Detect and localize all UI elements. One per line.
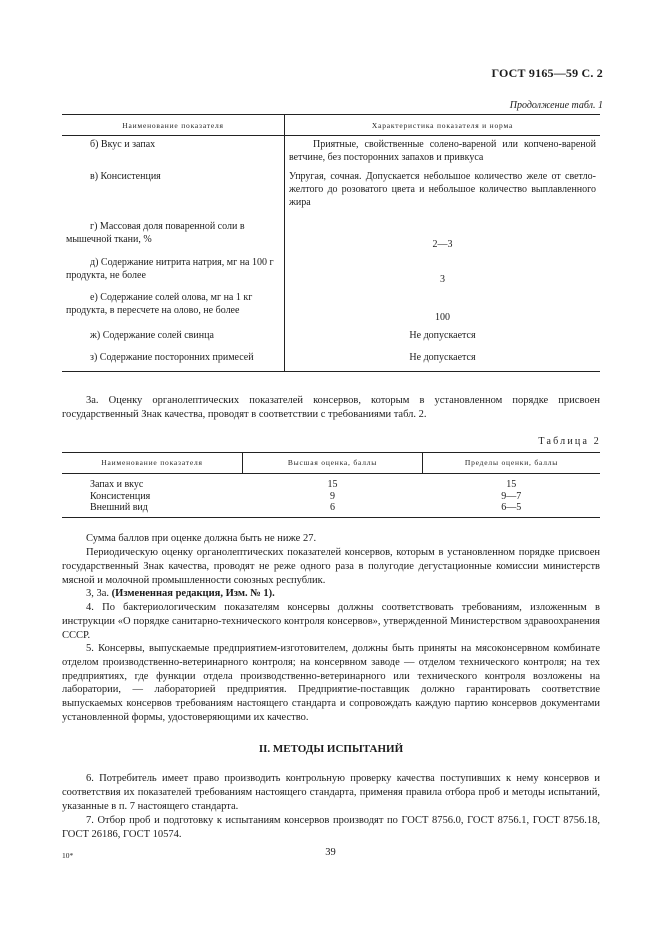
paragraph-5: 5. Консервы, выпускаемые предприятием-изготовителем, должны быть приняты на мясоконсервном комбинате отделом производственно-ветеринарного контроля; на консервном заводе — отделом технического контроля; на тех предприятиях, где функции отдела производственно-ветеринарного или технического контроля возложены на лаборатории, — лабораторией предприятия. Предприятие-поставщик должно гарантировать соответствие выпускаемых консервов требованиям настоящего стандарта и сопровождать каждую партию консервов документами установленной формы, удостоверяющими их качество. [62, 643, 600, 723]
table1-cell-value: 100 [435, 312, 450, 323]
table1-cell-name: ж) Содержание солей свинца [62, 327, 285, 349]
table2-cell-range: 6—5 [423, 502, 601, 517]
table1-cell-name: г) Массовая доля поваренной соли в мышечной ткани, % [62, 218, 285, 254]
table1-cell-name: д) Содержание нитрита натрия, мг на 100 г продукта, не более [62, 254, 285, 289]
table1-cell-name: з) Содержание посторонних примесей [62, 349, 285, 371]
table2-cell-max: 15 [327, 479, 338, 490]
table-row [62, 502, 600, 517]
paragraph-7: 7. Отбор проб и подготовку к испытаниям консервов производят по ГОСТ 8756.0, ГОСТ 8756.1, ГОСТ 8756.18, ГОСТ 26186, ГОСТ 10574. [62, 815, 600, 840]
table1-cell-name: б) Вкус и запах [62, 136, 285, 169]
table2 [62, 452, 600, 518]
table-row [62, 289, 600, 327]
table1-cell-value: Не допускается [285, 349, 601, 371]
table1-header-value: Характеристика показателя и норма [285, 115, 601, 136]
paragraph-3a: 3а. Оценку органолептических показателей консервов, которым в установленном порядке присвоен государственный Знак качества, проводят в соответствии с требованиями табл. 2. [62, 395, 600, 420]
table-row [62, 349, 600, 371]
table-row [62, 136, 600, 169]
table2-cell-name: Консистенция [90, 490, 151, 502]
table1-header-row [62, 115, 600, 136]
table2-header-row [62, 453, 600, 474]
table2-cell-name: Внешний вид [62, 502, 243, 517]
paragraph-sum: Сумма баллов при оценке должна быть не ниже 27. [86, 533, 317, 544]
page-number: 39 [325, 847, 336, 858]
table-row [62, 254, 600, 289]
table-row [62, 218, 600, 254]
table2-header-name: Наименование показателя [62, 453, 243, 474]
table2-caption: Таблица 2 [538, 436, 601, 447]
table1-cell-name: е) Содержание солей олова, мг на 1 кг продукта, в пересчете на олово, не более [62, 289, 285, 327]
table-row [62, 491, 600, 503]
table2-header-range: Пределы оценки, баллы [423, 453, 601, 474]
paragraph-edit-note [62, 587, 600, 601]
document-header: ГОСТ 9165—59 С. 2 [491, 66, 603, 80]
table1 [62, 114, 600, 372]
edit-note-bold: (Измененная редакция, Изм. № 1). [111, 588, 275, 599]
table-row [62, 327, 600, 349]
table1-cell-value: Упругая, сочная. Допускается небольшое количество желе от светло-желтого до розоватого цвета и небольшое количество выплавленного жира [289, 171, 596, 208]
section-title: II. МЕТОДЫ ИСПЫТАНИЙ [258, 743, 404, 755]
edit-note-prefix: 3, 3а. [86, 588, 110, 599]
table-row [62, 474, 600, 491]
paragraph-4: 4. По бактериологическим показателям консервы должны соответствовать требованиям, изложенным в инструкции «О порядке санитарно-технического контроля консервов», утвержденной Министерством здравоохранения СССР. [62, 602, 600, 641]
paragraph-periodic: Периодическую оценку органолептических показателей консервов, которым в установленном порядке присвоен государственный Знак качества, проводят не реже одного раза в полугодие дегустационные комиссии министерств мясной и молочной промышленности союзных республик. [62, 547, 600, 586]
table1-continuation-label: Продолжение табл. 1 [509, 100, 603, 111]
table2-cell-range: 9—7 [501, 490, 522, 502]
table2-cell-range: 15 [506, 479, 517, 490]
table1-cell-value: Не допускается [409, 330, 476, 341]
paragraph-6: 6. Потребитель имеет право производить контрольную проверку качества поступивших к нему консервов и соответствия их показателей требованиям настоящего стандарта, применяя правила отбора проб и методы испытаний, указанные в п. 7 настоящего стандарта. [62, 773, 600, 812]
table1-cell-name: в) Консистенция [62, 168, 285, 218]
table2-cell-name: Запах и вкус [90, 479, 144, 490]
footer-signature-mark: 10* [62, 851, 74, 860]
table-row [62, 168, 600, 218]
table2-cell-max: 9 [330, 490, 335, 502]
table2-header-max: Высшая оценка, баллы [243, 453, 423, 474]
table1-cell-value: Приятные, свойственные солено-вареной или копчено-вареной ветчине, без посторонних запахов и привкуса [289, 139, 596, 163]
table2-cell-max: 6 [243, 502, 423, 517]
table1-header-name: Наименование показателя [62, 115, 285, 136]
table1-cell-value: 2—3 [432, 239, 453, 250]
table1-cell-value: 3 [440, 274, 445, 285]
